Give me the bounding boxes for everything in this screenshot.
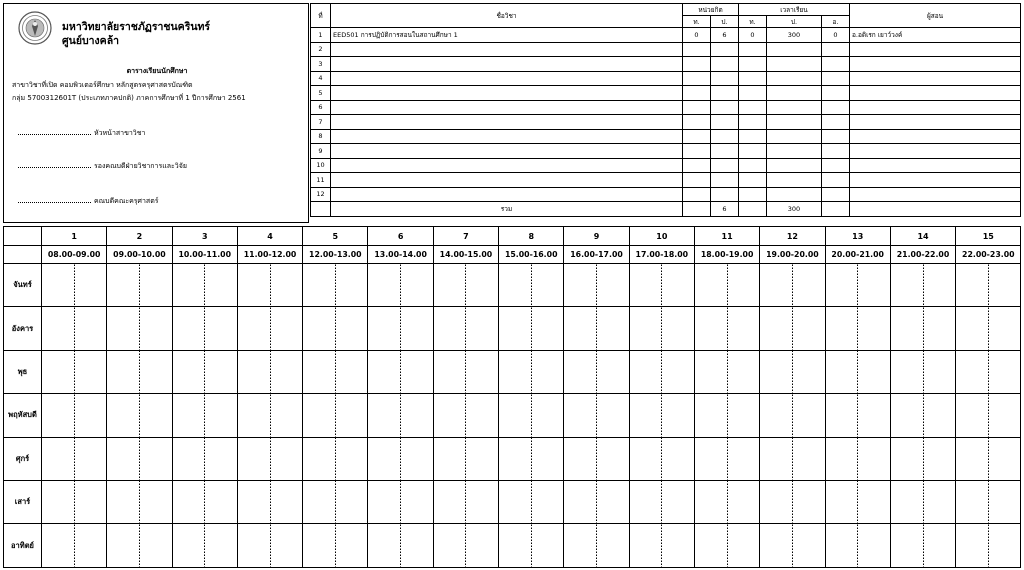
timetable-slot[interactable]	[694, 307, 759, 350]
header-instructor: ผู้สอน	[850, 4, 1021, 28]
subject-row	[311, 144, 1021, 159]
hours-theory	[739, 158, 767, 173]
subject-row	[311, 158, 1021, 173]
timetable-slot[interactable]	[564, 437, 629, 480]
total-blank	[311, 202, 331, 217]
timetable-slot[interactable]	[825, 394, 890, 437]
time-slot-label: 15.00-16.00	[499, 246, 564, 264]
timetable-slot[interactable]	[499, 307, 564, 350]
hours-other: 0	[822, 28, 850, 43]
timetable-slot[interactable]	[499, 264, 564, 307]
subject-row	[311, 71, 1021, 86]
timetable-slot[interactable]	[172, 264, 237, 307]
instructor-name	[850, 173, 1021, 188]
timetable-slot[interactable]	[956, 394, 1021, 437]
credit-theory-total	[683, 202, 711, 217]
timetable-slot[interactable]	[760, 480, 825, 523]
subject-name	[331, 86, 683, 101]
timetable-slot[interactable]	[499, 480, 564, 523]
timetable-slot[interactable]	[303, 437, 368, 480]
row-number: 11	[311, 173, 331, 188]
subject-name	[331, 158, 683, 173]
period-number: 8	[499, 227, 564, 246]
timetable-slot[interactable]	[890, 437, 955, 480]
hours-other	[822, 173, 850, 188]
subject-name	[331, 144, 683, 159]
credit-practice	[711, 42, 739, 57]
timetable-slot[interactable]	[499, 524, 564, 567]
subject-row	[311, 28, 1021, 43]
timetable-slot[interactable]	[107, 394, 172, 437]
timetable-slot[interactable]	[303, 524, 368, 567]
row-number: 9	[311, 144, 331, 159]
timetable-slot[interactable]	[433, 394, 498, 437]
period-number: 10	[629, 227, 694, 246]
credit-practice	[711, 71, 739, 86]
hours-theory	[739, 42, 767, 57]
hours-theory	[739, 144, 767, 159]
timetable-slot[interactable]	[890, 394, 955, 437]
timetable-slot[interactable]	[42, 350, 107, 393]
time-slot-label: 10.00-11.00	[172, 246, 237, 264]
timetable-slot[interactable]	[237, 480, 302, 523]
subject-name	[331, 71, 683, 86]
timetable-slot[interactable]	[760, 524, 825, 567]
hours-practice	[767, 57, 822, 72]
timetable-slot[interactable]	[956, 524, 1021, 567]
instructor-name	[850, 86, 1021, 101]
period-number: 3	[172, 227, 237, 246]
credit-practice	[711, 129, 739, 144]
timetable-slot[interactable]	[629, 394, 694, 437]
hours-other	[822, 57, 850, 72]
timetable-slot[interactable]	[107, 437, 172, 480]
timetable-slot[interactable]	[42, 480, 107, 523]
timetable-slot[interactable]	[564, 480, 629, 523]
day-label: พุธ	[4, 350, 42, 393]
timetable-slot[interactable]	[433, 264, 498, 307]
header-credit-theory: ท.	[683, 16, 711, 28]
timetable-slot[interactable]	[694, 264, 759, 307]
timetable-slot[interactable]	[172, 307, 237, 350]
instructor-name	[850, 71, 1021, 86]
subject-name	[331, 187, 683, 202]
header-hours-practice: ป.	[767, 16, 822, 28]
timetable-slot[interactable]	[825, 350, 890, 393]
period-number: 11	[694, 227, 759, 246]
timetable-slot[interactable]	[107, 480, 172, 523]
hours-other	[822, 42, 850, 57]
hours-practice	[767, 158, 822, 173]
timetable-slot[interactable]	[237, 350, 302, 393]
timetable-slot[interactable]	[303, 480, 368, 523]
period-number: 2	[107, 227, 172, 246]
timetable-slot[interactable]	[303, 264, 368, 307]
corner-cell	[4, 227, 42, 246]
timetable-slot[interactable]	[890, 307, 955, 350]
timetable-slot[interactable]	[42, 394, 107, 437]
instructor-name	[850, 158, 1021, 173]
hours-theory: 0	[739, 28, 767, 43]
subject-row	[311, 129, 1021, 144]
timetable-slot[interactable]	[890, 524, 955, 567]
row-number: 5	[311, 86, 331, 101]
timetable-slot[interactable]	[107, 350, 172, 393]
hours-practice	[767, 86, 822, 101]
credit-practice	[711, 187, 739, 202]
hours-practice	[767, 173, 822, 188]
timetable-slot[interactable]	[564, 394, 629, 437]
timetable-slot[interactable]	[760, 350, 825, 393]
timetable-slot[interactable]	[368, 264, 433, 307]
subject-name	[331, 100, 683, 115]
day-row	[4, 264, 1021, 307]
timetable-slot[interactable]	[368, 437, 433, 480]
time-slot-row	[4, 246, 1021, 264]
period-number: 6	[368, 227, 433, 246]
timetable-slot[interactable]	[433, 480, 498, 523]
time-slot-label: 13.00-14.00	[368, 246, 433, 264]
timetable-slot[interactable]	[237, 307, 302, 350]
header-hours-other: อ.	[822, 16, 850, 28]
timetable-slot[interactable]	[237, 394, 302, 437]
time-slot-label: 12.00-13.00	[303, 246, 368, 264]
timetable-slot[interactable]	[956, 350, 1021, 393]
time-slot-label: 20.00-21.00	[825, 246, 890, 264]
signature-title: หัวหน้าสาขาวิชา	[94, 129, 146, 137]
timetable-slot[interactable]	[890, 480, 955, 523]
instructor-name	[850, 115, 1021, 130]
day-label: อาทิตย์	[4, 524, 42, 567]
subject-row	[311, 57, 1021, 72]
timetable-slot[interactable]	[629, 264, 694, 307]
hours-other	[822, 158, 850, 173]
credit-practice: 6	[711, 28, 739, 43]
hours-theory	[739, 173, 767, 188]
timetable-slot[interactable]	[42, 437, 107, 480]
period-number: 7	[433, 227, 498, 246]
timetable-slot[interactable]	[368, 524, 433, 567]
row-number: 7	[311, 115, 331, 130]
time-slot-label: 22.00-23.00	[956, 246, 1021, 264]
hours-practice	[767, 71, 822, 86]
subject-name	[331, 42, 683, 57]
university-name: มหาวิทยาลัยราชภัฏราชนครินทร์	[62, 21, 211, 33]
credit-theory	[683, 71, 711, 86]
hours-practice: 300	[767, 28, 822, 43]
timetable-slot[interactable]	[629, 437, 694, 480]
subject-row	[311, 115, 1021, 130]
credit-practice	[711, 173, 739, 188]
row-number: 2	[311, 42, 331, 57]
timetable-slot[interactable]	[107, 264, 172, 307]
day-row	[4, 480, 1021, 523]
hours-other	[822, 71, 850, 86]
subjects-total-row	[311, 202, 1021, 217]
timetable-slot[interactable]	[107, 307, 172, 350]
hours-theory	[739, 71, 767, 86]
time-slot-label: 19.00-20.00	[760, 246, 825, 264]
timetable-slot[interactable]	[694, 480, 759, 523]
period-number: 4	[237, 227, 302, 246]
timetable-slot[interactable]	[303, 350, 368, 393]
campus-name: ศูนย์บางคล้า	[62, 35, 120, 47]
day-row	[4, 437, 1021, 480]
credit-practice	[711, 57, 739, 72]
timetable-slot[interactable]	[564, 307, 629, 350]
subjects-header-row	[311, 4, 1021, 16]
subject-name	[331, 57, 683, 72]
credit-practice	[711, 144, 739, 159]
row-number: 4	[311, 71, 331, 86]
hours-practice	[767, 100, 822, 115]
credit-practice	[711, 100, 739, 115]
timetable-slot[interactable]	[237, 437, 302, 480]
hours-practice	[767, 187, 822, 202]
timetable-slot[interactable]	[237, 524, 302, 567]
hours-other	[822, 187, 850, 202]
hours-theory	[739, 86, 767, 101]
header-hours: เวลาเรียน	[739, 4, 850, 16]
day-row	[4, 394, 1021, 437]
row-number: 12	[311, 187, 331, 202]
day-label: พฤหัสบดี	[4, 394, 42, 437]
hours-practice	[767, 144, 822, 159]
day-label: ศุกร์	[4, 437, 42, 480]
signature-line-head	[18, 128, 145, 139]
timetable-slot[interactable]	[825, 307, 890, 350]
credit-theory	[683, 86, 711, 101]
total-instructor-blank	[850, 202, 1021, 217]
timetable-slot[interactable]	[694, 394, 759, 437]
period-number: 5	[303, 227, 368, 246]
signature-line-deputy-dean	[18, 161, 187, 172]
timetable-slot[interactable]	[42, 307, 107, 350]
instructor-name	[850, 187, 1021, 202]
hours-other-total	[822, 202, 850, 217]
credit-theory	[683, 158, 711, 173]
timetable-slot[interactable]	[760, 437, 825, 480]
timetable-slot[interactable]	[956, 307, 1021, 350]
timetable-slot[interactable]	[956, 437, 1021, 480]
day-row	[4, 307, 1021, 350]
timetable-slot[interactable]	[890, 350, 955, 393]
instructor-name	[850, 57, 1021, 72]
timetable-slot[interactable]	[172, 524, 237, 567]
header-no: ที่	[311, 4, 331, 28]
period-number: 9	[564, 227, 629, 246]
timetable-slot[interactable]	[564, 350, 629, 393]
timetable-slot[interactable]	[368, 480, 433, 523]
hours-other	[822, 115, 850, 130]
day-label: จันทร์	[4, 264, 42, 307]
timetable-slot[interactable]	[303, 307, 368, 350]
timetable-slot[interactable]	[303, 394, 368, 437]
hours-practice-total: 300	[767, 202, 822, 217]
subject-row	[311, 187, 1021, 202]
credit-practice	[711, 158, 739, 173]
timetable-slot[interactable]	[433, 307, 498, 350]
row-number: 6	[311, 100, 331, 115]
header-subject-name: ชื่อวิชา	[331, 4, 683, 28]
credit-theory	[683, 57, 711, 72]
credit-practice-total: 6	[711, 202, 739, 217]
timetable-slot[interactable]	[629, 350, 694, 393]
timetable-slot[interactable]	[629, 524, 694, 567]
time-slot-label: 08.00-09.00	[42, 246, 107, 264]
credit-theory	[683, 42, 711, 57]
university-seal-icon	[18, 11, 52, 45]
day-row	[4, 350, 1021, 393]
timetable-slot[interactable]	[172, 480, 237, 523]
credit-practice	[711, 86, 739, 101]
timetable-slot[interactable]	[564, 264, 629, 307]
day-row	[4, 524, 1021, 567]
subjects-table	[310, 3, 1021, 217]
credit-theory	[683, 173, 711, 188]
timetable-slot[interactable]	[825, 264, 890, 307]
timetable-slot[interactable]	[760, 264, 825, 307]
timetable-slot[interactable]	[694, 350, 759, 393]
timetable-slot[interactable]	[956, 264, 1021, 307]
hours-other	[822, 144, 850, 159]
hours-theory	[739, 187, 767, 202]
instructor-name	[850, 144, 1021, 159]
credit-theory	[683, 129, 711, 144]
time-slot-label: 11.00-12.00	[237, 246, 302, 264]
timetable-slot[interactable]	[760, 394, 825, 437]
timetable-slot[interactable]	[433, 437, 498, 480]
subject-name	[331, 173, 683, 188]
timetable-slot[interactable]	[42, 524, 107, 567]
signature-title: รองคณบดีฝ่ายวิชาการและวิจัย	[94, 162, 187, 170]
hours-practice	[767, 115, 822, 130]
time-slot-label: 09.00-10.00	[107, 246, 172, 264]
row-number: 10	[311, 158, 331, 173]
day-label: อังคาร	[4, 307, 42, 350]
row-number: 3	[311, 57, 331, 72]
subject-name: EED501 การปฏิบัติการสอนในสถานศึกษา 1	[331, 28, 683, 43]
signature-line-dean	[18, 196, 159, 207]
timetable-slot[interactable]	[368, 307, 433, 350]
timetable-slot[interactable]	[694, 437, 759, 480]
period-number: 1	[42, 227, 107, 246]
time-slot-label: 18.00-19.00	[694, 246, 759, 264]
header-credits: หน่วยกิต	[683, 4, 739, 16]
hours-theory	[739, 100, 767, 115]
day-label: เสาร์	[4, 480, 42, 523]
header-credit-practice: ป.	[711, 16, 739, 28]
timetable-slot[interactable]	[433, 524, 498, 567]
credit-theory	[683, 100, 711, 115]
signature-title: คณบดีคณะครุศาสตร์	[94, 197, 159, 205]
instructor-name	[850, 42, 1021, 57]
subject-row	[311, 86, 1021, 101]
header-hours-theory: ท.	[739, 16, 767, 28]
timetable-slot[interactable]	[237, 264, 302, 307]
instructor-name	[850, 100, 1021, 115]
timetable-slot[interactable]	[825, 437, 890, 480]
hours-practice	[767, 42, 822, 57]
subject-row	[311, 173, 1021, 188]
timetable-slot[interactable]	[760, 307, 825, 350]
time-slot-label: 16.00-17.00	[564, 246, 629, 264]
period-number: 13	[825, 227, 890, 246]
timetable-slot[interactable]	[499, 350, 564, 393]
header-info-panel	[3, 3, 309, 223]
timetable-slot[interactable]	[172, 350, 237, 393]
credit-theory	[683, 187, 711, 202]
timetable-slot[interactable]	[694, 524, 759, 567]
hours-theory	[739, 57, 767, 72]
hours-theory	[739, 115, 767, 130]
row-number: 8	[311, 129, 331, 144]
period-number: 15	[956, 227, 1021, 246]
subject-name	[331, 129, 683, 144]
hours-other	[822, 100, 850, 115]
hours-other	[822, 86, 850, 101]
credit-theory	[683, 144, 711, 159]
instructor-name	[850, 129, 1021, 144]
subject-name	[331, 115, 683, 130]
instructor-name: อ.อดิเรก เยาว์วงค์	[850, 28, 1021, 43]
credit-theory: 0	[683, 28, 711, 43]
period-number: 12	[760, 227, 825, 246]
hours-theory-total	[739, 202, 767, 217]
timetable-slot[interactable]	[368, 350, 433, 393]
timetable-slot[interactable]	[825, 524, 890, 567]
hours-practice	[767, 129, 822, 144]
timetable-slot[interactable]	[629, 307, 694, 350]
timetable-slot[interactable]	[825, 480, 890, 523]
timetable-slot[interactable]	[499, 394, 564, 437]
time-slot-label: 17.00-18.00	[629, 246, 694, 264]
subject-row	[311, 100, 1021, 115]
credit-practice	[711, 115, 739, 130]
timetable-slot[interactable]	[499, 437, 564, 480]
hours-other	[822, 129, 850, 144]
subject-row	[311, 42, 1021, 57]
timetable-slot[interactable]	[368, 394, 433, 437]
timetable-slot[interactable]	[172, 394, 237, 437]
corner-cell	[4, 246, 42, 264]
timetable-slot[interactable]	[629, 480, 694, 523]
timetable-slot[interactable]	[172, 437, 237, 480]
time-slot-label: 14.00-15.00	[433, 246, 498, 264]
total-label: รวม	[331, 202, 683, 217]
credit-theory	[683, 115, 711, 130]
weekly-timetable	[3, 226, 1021, 568]
timetable-slot[interactable]	[890, 264, 955, 307]
time-slot-label: 21.00-22.00	[890, 246, 955, 264]
period-number-row	[4, 227, 1021, 246]
program-line: สาขาวิชาที่เปิด คอมพิวเตอร์ศึกษา หลักสูตรครุศาสตรบัณฑิต	[12, 81, 193, 89]
timetable-slot[interactable]	[42, 264, 107, 307]
timetable-slot[interactable]	[107, 524, 172, 567]
row-number: 1	[311, 28, 331, 43]
period-number: 14	[890, 227, 955, 246]
timetable-slot[interactable]	[956, 480, 1021, 523]
group-line: กลุ่ม 5700312601T (ประเภทภาคปกติ) ภาคการศึกษาที่ 1 ปีการศึกษา 2561	[12, 94, 246, 102]
schedule-title: ตารางเรียนนักศึกษา	[126, 67, 188, 75]
timetable-slot[interactable]	[433, 350, 498, 393]
timetable-slot[interactable]	[564, 524, 629, 567]
hours-theory	[739, 129, 767, 144]
